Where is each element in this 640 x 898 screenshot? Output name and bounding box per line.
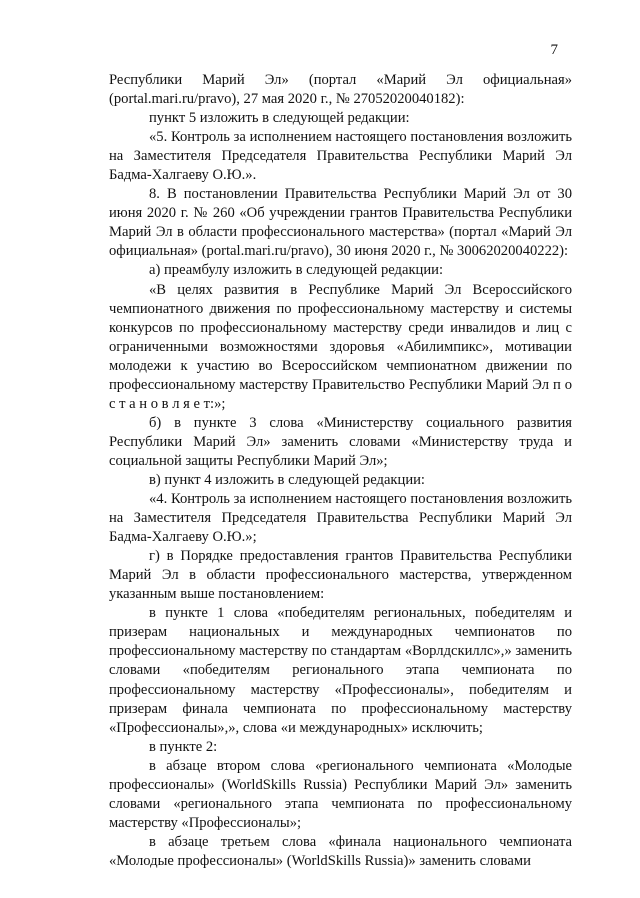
paragraph: б) в пункте 3 слова «Министерству социального развития Республики Марий Эл» заменить словами «Министерству труда и социальной защиты Республики Марий Эл»; <box>109 414 572 469</box>
paragraph: в) пункт 4 изложить в следующей редакции: <box>149 471 425 488</box>
paragraph: в пункте 1 слова «победителям региональных, победителям и призерам национальных и международных чемпионатов по профессиональному мастерству по стандартам «Ворлдскиллс»,» заменить словами «победителям регионального этапа чемпионата по профессиональному мастерству «Профессионалы», победителям и призерам финала чемпионата по профессиональному мастерству «Профессионалы»,», слова «и международных» исключить; <box>109 605 572 736</box>
paragraph: 8. В постановлении Правительства Республики Марий Эл от 30 июня 2020 г. № 260 «Об учреждении грантов Правительства Республики Марий Эл в области профессионального мастерства» (портал «Марий Эл официальная» (portal.mari.ru/pravo), 30 июня 2020 г., № 30062020040222): <box>109 186 572 260</box>
paragraph: в абзаце втором слова «регионального чемпионата «Молодые профессионалы» (WorldSkills Russia) Республики Марий Эл» заменить словами «регионального этапа чемпионата по профессиональному мастерству «Профессионалы»; <box>109 757 572 831</box>
paragraph: в абзаце третьем слова «финала национального чемпионата «Молодые профессионалы» (WorldSkills Russia)» заменить словами <box>109 833 572 869</box>
paragraph: «5. Контроль за исполнением настоящего постановления возложить на Заместителя Председателя Правительства Республики Марий Эл Бадма-Халгаеву О.Ю.». <box>109 129 572 184</box>
paragraph: «В целях развития в Республике Марий Эл Всероссийского чемпионатного движения по профессиональному мастерству и системы конкурсов по профессиональному мастерству среди инвалидов и лиц с ограниченными возможностями здоровья «Абилимпикс», мотивации молодежи к участию во Всероссийском чемпионатном движении по профессиональному мастерству Правительство Республики Марий Эл п о с т а н о в л я е т:»; <box>109 281 572 412</box>
paragraph: в пункте 2: <box>149 738 218 755</box>
paragraph: пункт 5 изложить в следующей редакции: <box>149 110 410 127</box>
paragraph: а) преамбулу изложить в следующей редакции: <box>149 262 444 279</box>
paragraph: г) в Порядке предоставления грантов Правительства Республики Марий Эл в области профессионального мастерства, утвержденном указанным выше постановлением: <box>109 548 572 603</box>
page-number: 7 <box>550 42 558 58</box>
paragraph: «4. Контроль за исполнением настоящего постановления возложить на Заместителя Председателя Правительства Республики Марий Эл Бадма-Халгаеву О.Ю.»; <box>109 491 572 546</box>
paragraph: Республики Марий Эл» (портал «Марий Эл официальная» (portal.mari.ru/pravo), 27 мая 2020 г., № 27052020040182): <box>109 72 572 108</box>
document-body <box>109 71 572 871</box>
